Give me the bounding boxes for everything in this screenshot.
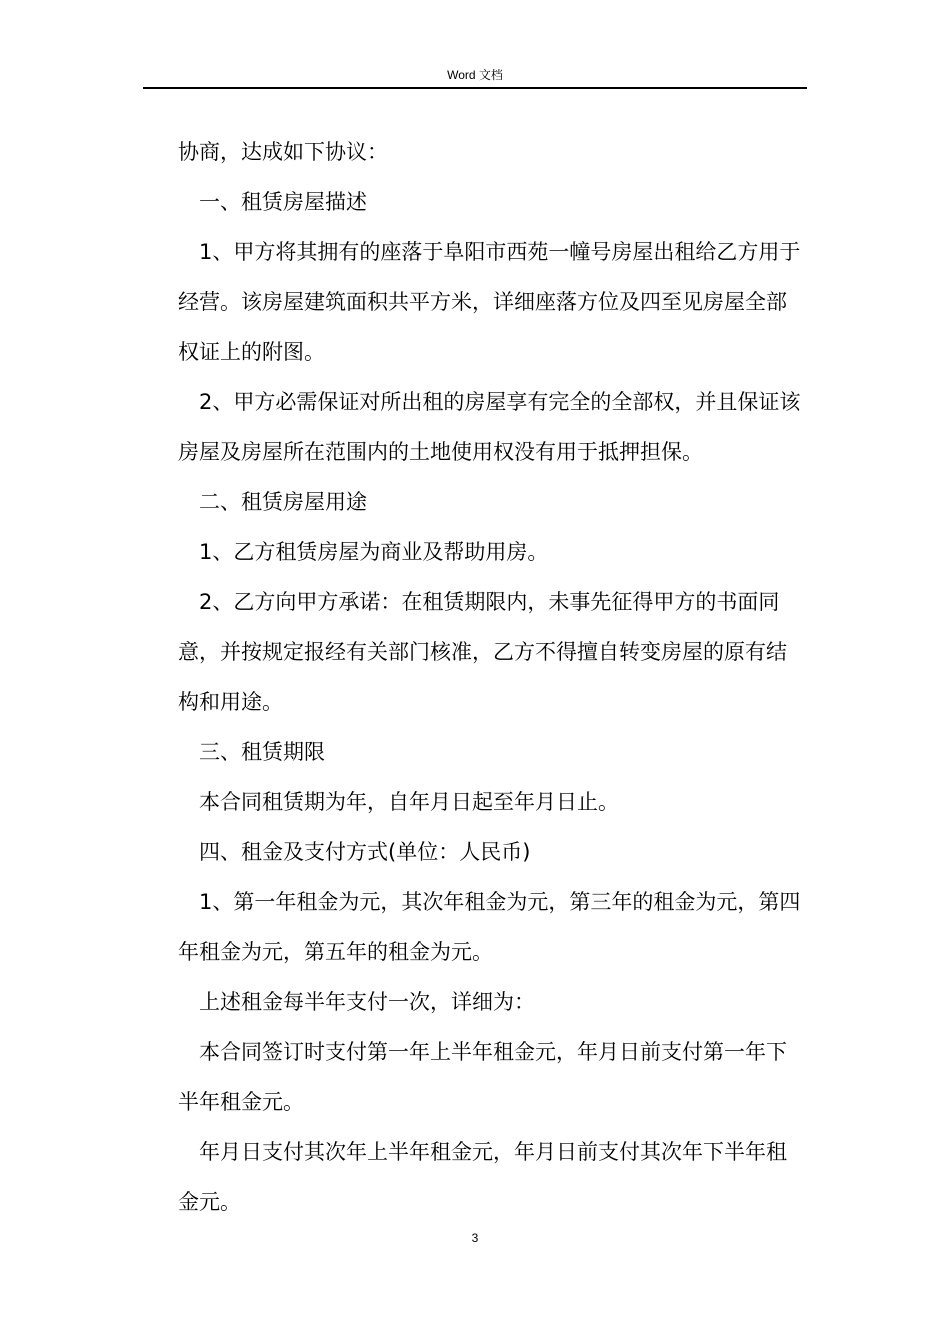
section-heading: 二、租赁房屋用途 <box>199 490 367 514</box>
paragraph: 2、甲方必需保证对所出租的房屋享有完全的全部权，并且保证该房屋及房屋所在范围内的土地使用权没有用于抵押担保。 <box>178 390 801 464</box>
paragraph: 2、乙方向甲方承诺：在租赁期限内，未事先征得甲方的书面同意，并按规定报经有关部门核准，乙方不得擅自转变房屋的原有结构和用途。 <box>178 590 787 714</box>
section-heading: 三、租赁期限 <box>199 740 325 764</box>
paragraph: 本合同租赁期为年，自年月日起至年月日止。 <box>199 790 619 814</box>
paragraph: 上述租金每半年支付一次，详细为： <box>199 990 535 1014</box>
section-heading: 一、租赁房屋描述 <box>199 190 367 214</box>
paragraph: 1、甲方将其拥有的座落于阜阳市西苑一幢号房屋出租给乙方用于经营。该房屋建筑面积共平方米，详细座落方位及四至见房屋全部权证上的附图。 <box>178 240 801 364</box>
paragraph: 1、乙方租赁房屋为商业及帮助用房。 <box>199 540 549 564</box>
paragraph: 协商，达成如下协议： <box>178 140 388 164</box>
header-title: Word 文档 <box>447 68 503 82</box>
paragraph: 本合同签订时支付第一年上半年租金元，年月日前支付第一年下半年租金元。 <box>178 1040 787 1114</box>
page-header <box>143 64 807 89</box>
paragraph: 1、第一年租金为元，其次年租金为元，第三年的租金为元，第四年租金为元，第五年的租金为元。 <box>178 890 801 964</box>
paragraph: 年月日支付其次年上半年租金元，年月日前支付其次年下半年租金元。 <box>178 1140 787 1214</box>
document-body <box>178 127 804 1227</box>
page-number: 3 <box>471 1231 479 1245</box>
section-heading: 四、租金及支付方式(单位：人民币) <box>199 840 531 864</box>
